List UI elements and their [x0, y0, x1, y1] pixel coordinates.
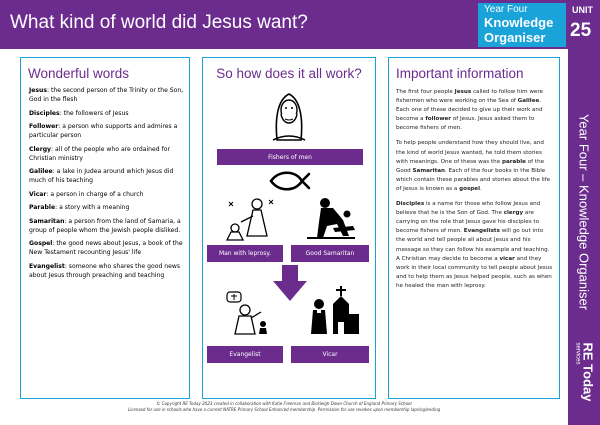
glossary-term: Vicar	[29, 190, 47, 198]
important-information-panel	[388, 57, 560, 399]
info-text-run: is a name for those who follow Jesus and believe that he is the Son of God. The	[396, 201, 541, 217]
glossary-item	[29, 262, 184, 280]
glossary-term: Gospel	[29, 240, 53, 248]
page-title: What kind of world did Jesus want?	[10, 12, 308, 33]
evangelist-icon	[225, 290, 271, 336]
information-text	[389, 81, 559, 291]
brand-logo	[574, 343, 595, 402]
glossary-term: Disciples	[29, 109, 60, 117]
copyright-line: © Copyright RE Today 2023 created in collaboration with Katie Freeman and Bickleigh Down Church of England Primary School	[156, 401, 412, 406]
fishers-of-men-label: Fishers of men	[217, 149, 363, 165]
wonderful-words-title: Wonderful words	[28, 66, 130, 81]
glossary-item	[29, 239, 184, 257]
side-strip-text: Year Four – Knowledge Organiser	[576, 113, 592, 311]
how-it-works-title: So how does it all work?	[216, 66, 362, 81]
important-information-title: Important information	[396, 66, 524, 81]
brand-name: RE Today	[580, 342, 596, 402]
glossary-definition: : a story with a meaning	[55, 204, 130, 212]
unit-number: 25	[570, 20, 592, 41]
copyright-footer	[0, 401, 568, 412]
licence-line: Licensed for use in schools who have a current NATRE Primary School Enhanced membership. Permission for use revokes upon membership lapsing/ending	[127, 406, 441, 412]
info-paragraph	[396, 88, 554, 133]
glossary-term: Samaritan	[29, 217, 65, 225]
info-keyword: Samaritan	[412, 167, 446, 174]
info-keyword: Galilee	[517, 98, 540, 105]
info-keyword: gospel	[459, 185, 480, 192]
glossary-definition: : a person who supports and admires a particular person	[29, 122, 178, 140]
good-samaritan-label: Good Samaritan	[291, 245, 369, 262]
info-text-run: will go out into the world and tell people all about Jesus and his message so they can follow his example and teaching. A Christian may decide to become a	[396, 228, 550, 262]
glossary-definition: : a lake in Judea around which Jesus did much of his teaching	[29, 168, 174, 185]
glossary-item	[29, 109, 184, 118]
glossary-list	[21, 81, 189, 280]
info-text-run: .	[480, 185, 482, 192]
info-text-run: . Each one of these decided to give up their work and become a	[396, 98, 543, 123]
glossary-term: Galilee	[29, 168, 53, 176]
info-text-run: called to follow him were fishermen who were working on the Sea of	[396, 89, 543, 105]
fish-icon	[269, 170, 311, 192]
glossary-term: Jesus	[29, 87, 47, 94]
unit-label: UNIT	[572, 5, 593, 15]
glossary-item	[29, 190, 184, 199]
glossary-item	[29, 167, 184, 185]
glossary-item	[29, 203, 184, 212]
info-text-run: . Each of the four books in the Bible which contain these parables and stories about the life of Jesus is known as a	[396, 167, 551, 192]
brand-sub: services	[574, 342, 581, 365]
info-text-run: are carrying on the role that Jesus gave his disciples to become fishers of men.	[396, 210, 540, 235]
info-keyword: Disciples	[396, 201, 425, 208]
organiser-line-1: Knowledge	[484, 15, 554, 30]
info-keyword: parable	[501, 158, 526, 165]
glossary-term: Clergy	[29, 145, 52, 153]
glossary-definition: : someone who shares the good news about Jesus through preaching and teaching	[29, 262, 181, 279]
glossary-item	[29, 145, 184, 163]
glossary-term: Parable	[29, 204, 56, 212]
church-icon	[307, 284, 361, 336]
glossary-definition: : the followers of Jesus	[59, 109, 129, 117]
good-samaritan-icon	[303, 196, 359, 242]
info-text-run: of the Good	[396, 158, 545, 174]
vicar-label: Vicar	[291, 346, 369, 363]
glossary-definition: : a person from the land of Samaria, a group of people whom the Jewish people disliked.	[29, 217, 181, 234]
info-text-run: The first four people	[396, 89, 455, 95]
info-keyword: Evangelists	[463, 228, 500, 235]
glossary-definition: : a person in charge of a church	[46, 190, 144, 198]
jesus-portrait-icon	[267, 90, 311, 142]
man-with-leprosy-label: Man with leprosy.	[207, 245, 283, 262]
info-keyword: follower	[425, 116, 452, 123]
wonderful-words-panel	[20, 57, 190, 399]
info-keyword: vicar	[499, 255, 515, 262]
year-badge	[478, 3, 566, 47]
info-paragraph	[396, 200, 554, 291]
glossary-item	[29, 122, 184, 140]
info-keyword: clergy	[503, 210, 524, 217]
info-keyword: Jesus	[454, 89, 472, 95]
healing-scene-icon	[223, 196, 277, 242]
glossary-item	[29, 217, 184, 235]
evangelist-label: Evangelist	[207, 346, 283, 363]
glossary-definition: : all of the people who are ordained for Christian ministry	[29, 145, 170, 162]
info-paragraph	[396, 139, 554, 194]
organiser-line-2: Organiser	[484, 30, 546, 45]
info-text-run: and they work in their local community to tell people about Jesus and to help them as Jesus helped people, such as when he healed the man with leprosy.	[396, 255, 553, 289]
glossary-term: Follower	[29, 122, 59, 130]
info-text-run: To help people understand how they should live, and the kind of world Jesus wanted, he told them stories with meanings. One of these was the	[396, 140, 544, 165]
how-it-works-panel	[202, 57, 376, 399]
glossary-term: Evangelist	[29, 262, 65, 270]
down-arrow-icon	[273, 265, 307, 301]
glossary-item	[29, 86, 184, 104]
year-label: Year Four	[484, 4, 528, 15]
glossary-definition: : the good news about Jesus, a book of the New Testament recounting Jesus' life	[29, 240, 183, 257]
glossary-definition: : the second person of the Trinity or the Son, God in the flesh	[29, 87, 184, 104]
info-text-run: of Jesus. Jesus asked them to become fishers of men.	[396, 116, 535, 132]
header-bar	[0, 0, 600, 49]
